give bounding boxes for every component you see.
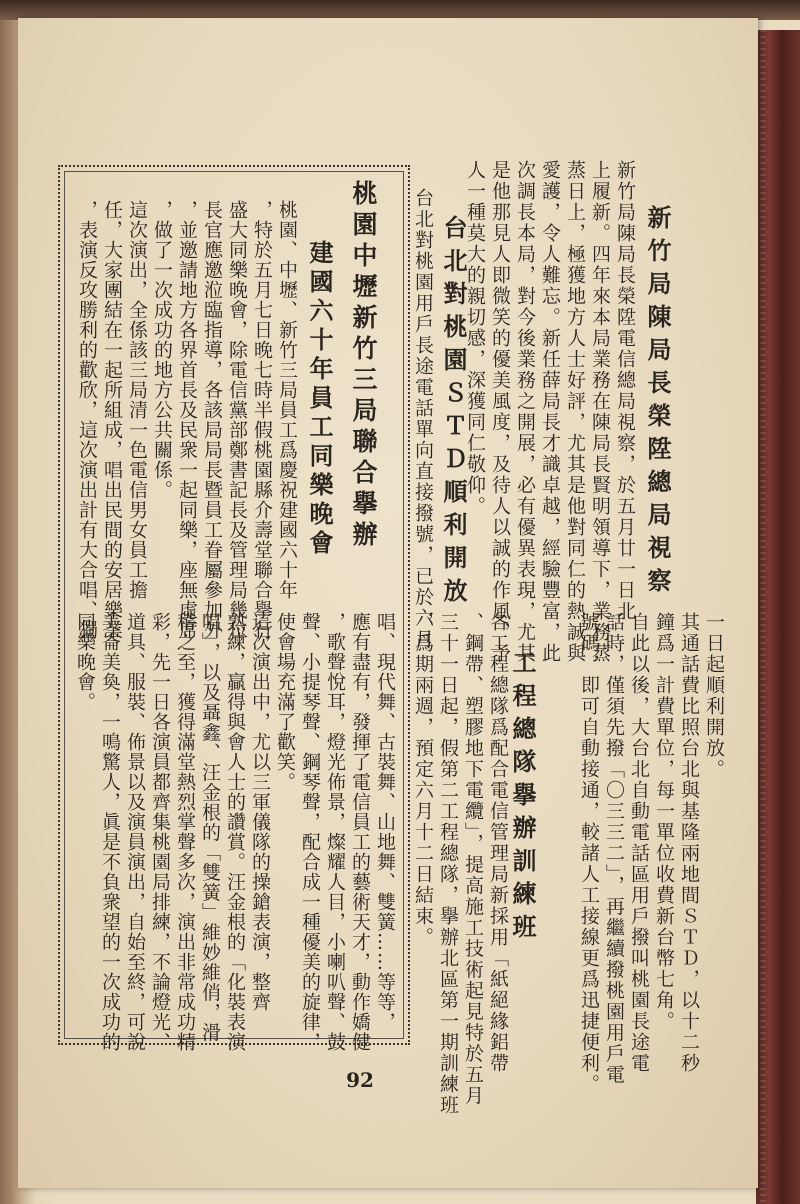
article4-line: 稽之至，獲得滿堂熱烈掌聲多次，演出非常成功精 [174, 612, 196, 1052]
article2-line: 號碼，即可自動接通，較諸人工接線更爲迅捷便利。 [578, 612, 600, 1095]
article2-title: 台北對桃園ＳＴＤ順利開放 [439, 215, 468, 611]
article2-line: 一日起順利開放。 [703, 612, 725, 780]
article4-line: 應有盡有，發揮了電信員工的藝術天才，動作嬌健 [349, 612, 371, 1052]
article2-body-bottom [576, 612, 726, 1095]
article4-body-top [74, 200, 299, 640]
article2-body-top [410, 188, 435, 650]
article4-line: 長官應邀涖臨指導，各該局局長暨員工眷屬參加外 [201, 200, 223, 640]
article3-body [410, 612, 510, 1116]
article3-line: 、鋼帶、塑膠地下電纜」，提高施工技術起見特於五月 [462, 612, 484, 1107]
article2-line: 自此以後，大台北自動電話區用戶撥叫桃園長途電 [628, 612, 650, 1074]
article3-line: 各工程總隊爲配合電信管理局新採用「紙絕緣鋁帶 [487, 612, 509, 1074]
article4-line: 任，大家團結在一起所組成，唱出民間的安居樂業 [101, 200, 123, 640]
article2-line: 台北對桃園用戶長途電話單向直接撥號，已於六月 [412, 188, 434, 650]
article4-line: 同樂晚會。 [74, 612, 96, 712]
book-cover-edge [756, 30, 800, 1204]
article4-line: ，並邀請地方各界首長及民衆一起同樂，座無虛席 [176, 200, 198, 640]
article2-line: 鐘爲一計費單位，每一單位收費新台幣七角。 [653, 612, 675, 1032]
book-top-edge [0, 0, 800, 20]
article2-line: 話時，僅須先撥「〇三三二」，再繼續撥桃園用戶電 [603, 612, 625, 1086]
article4-line: ，做了一次成功的地方公共關係。 [151, 200, 173, 500]
article4-line: 聲、小提琴聲、鋼琴聲，配合成一種優美的旋律， [299, 612, 321, 1052]
page-number: 92 [346, 1068, 374, 1092]
article4-line: 這次演出，全係該三局清一色電信男女員工擔 [126, 200, 148, 600]
article2-line: 其通話費比照台北與基隆兩地間ＳＴＤ，以十二秒 [678, 612, 700, 1074]
article4-line: ，表演反攻勝利的歡欣，這次演出計有大合唱、獨 [76, 200, 98, 640]
article4-line: 唱、現代舞、古裝舞、山地舞、雙簧……等等， [374, 612, 396, 1032]
article4-subtitle: 建國六十年員工同樂晚會 [305, 240, 334, 559]
article4-line: 道具、服裝、佈景以及演員演出，自始至終，可說 [124, 612, 146, 1052]
article4-line: 唱」，以及聶鑫、汪金根的「雙簧」維妙維俏，滑 [199, 612, 221, 1043]
article1-line: 是他那見人即微笑的優美風度，及待人以誠的作風，予 [489, 160, 511, 664]
article1-line: 新竹局陳局長榮陞電信總局視察，於五月廿一日北 [614, 160, 636, 622]
article1-line: 上履新。四年來本局業務在陳局長賢明領導下，業務蒸 [589, 160, 611, 664]
article4-line: 桃園、中壢、新竹三局員工爲慶祝建國六十年 [276, 200, 298, 600]
article3-title: 工程總隊擧辦訓練班 [508, 650, 537, 947]
article4-body-bottom [72, 612, 397, 1052]
article1-line: 蒸日上，極獲地方人士好評，尤其是他對同仁的熱誠與 [564, 160, 586, 664]
article4-title: 桃園中壢新竹三局聯合擧辦 [349, 180, 378, 552]
article3-line: 三十一日起，假第二工程總隊，擧辦北區第一期訓練班 [437, 612, 459, 1116]
article4-line: 這次演出中，尤以三軍儀隊的操鎗表演，整齊 [249, 612, 271, 1012]
article4-line: 彩，先一日各演員都齊集桃園局排練，不論燈光、 [149, 612, 171, 1052]
article3-line: ，爲期兩週，預定六月十二日結束。 [412, 612, 434, 948]
article4-line: 美崙美奐，一鳴驚人，眞是不負衆望的一次成功的 [99, 612, 121, 1052]
article1-title: 新竹局陳局長榮陞總局視察 [643, 205, 672, 601]
article4-line: ，特於五月七日晚七時半假桃園縣介壽堂聯合擧行 [251, 200, 273, 640]
article1-line: 次調長本局，對今後業務之開展，必有優異表現，尤其 [514, 160, 536, 664]
article4-line: ，歌聲悅耳，燈光佈景，燦耀人目，小喇叭聲、鼓 [324, 612, 346, 1052]
article1-line: 人一種莫大的親切感，深獲同仁敬仰。 [464, 160, 486, 517]
article1-body [462, 160, 637, 664]
article4-line: 熟練，贏得與會人士的讚賞。汪金根的「化裝表演 [224, 612, 246, 1052]
article4-line: 盛大同樂晚會，除電信黨部鄭書記長及管理局幾位 [226, 200, 248, 640]
article4-line: 使會場充滿了歡笑。 [274, 612, 296, 792]
article1-line: 愛護，令人難忘。新任薛局長才識卓越，經驗豐富，此 [539, 160, 561, 664]
